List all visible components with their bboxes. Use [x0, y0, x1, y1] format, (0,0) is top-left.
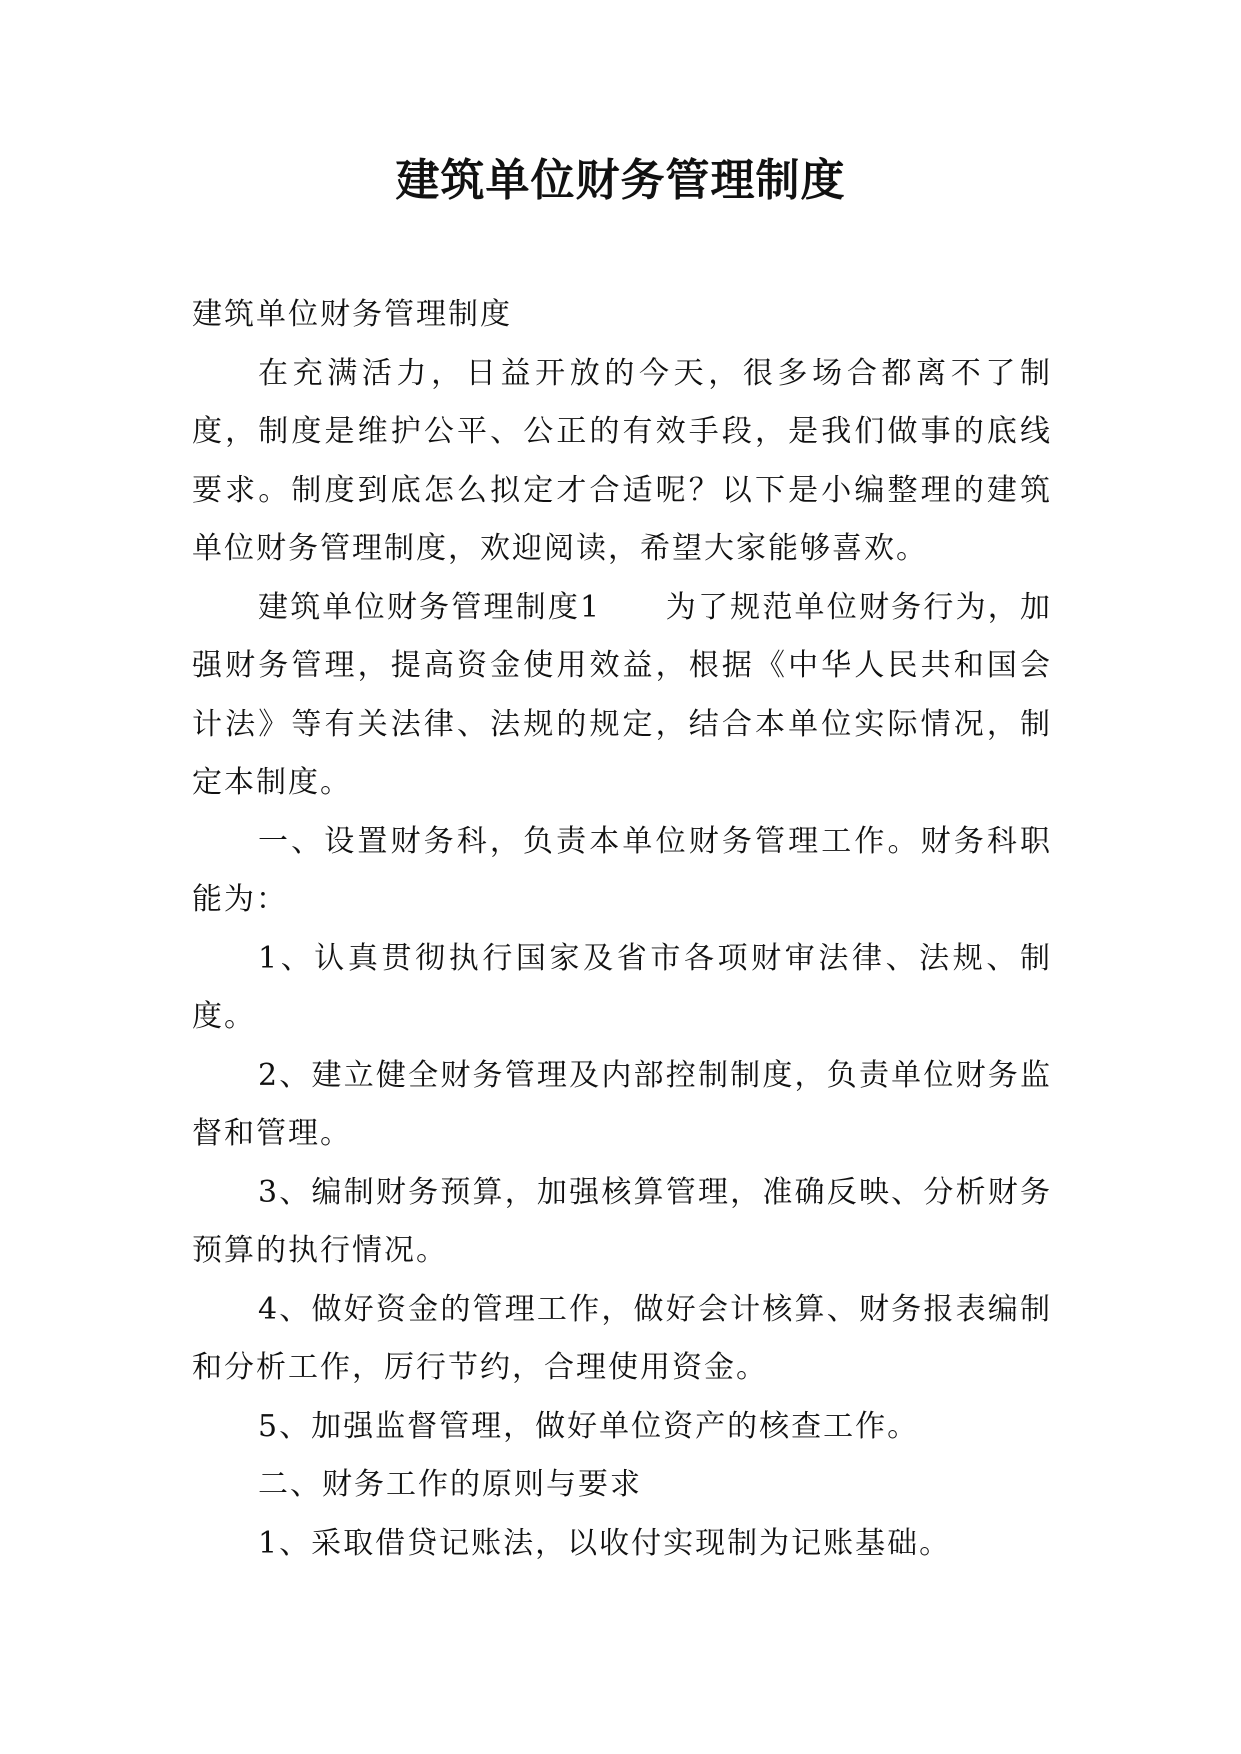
- paragraph-section-1-intro: 建筑单位财务管理制度1 为了规范单位财务行为，加强财务管理，提高资金使用效益，根据《中华人民共和国会计法》等有关法律、法规的规定，结合本单位实际情况，制定本制度。: [192, 589, 1052, 800]
- document-subtitle: 建筑单位财务管理制度: [192, 297, 512, 332]
- paragraph-principle-1: 1、采取借贷记账法，以收付实现制为记账基础。: [258, 1525, 952, 1561]
- paragraph-item-5: 5、加强监督管理，做好单位资产的核查工作。: [258, 1408, 920, 1444]
- paragraph-heading-2: 二、财务工作的原则与要求: [258, 1467, 642, 1502]
- document-title: 建筑单位财务管理制度: [395, 155, 846, 206]
- paragraph-item-4: 4、做好资金的管理工作，做好会计核算、财务报表编制和分析工作，厉行节约，合理使用资金。: [192, 1291, 1052, 1385]
- paragraph-intro: 在充满活力，日益开放的今天，很多场合都离不了制度，制度是维护公平、公正的有效手段，是我们做事的底线要求。制度到底怎么拟定才合适呢？以下是小编整理的建筑单位财务管理制度，欢迎阅读，希望大家能够喜欢。: [192, 355, 1052, 566]
- paragraph-item-1: 1、认真贯彻执行国家及省市各项财审法律、法规、制度。: [192, 940, 1052, 1034]
- document-body: [192, 286, 1052, 1573]
- paragraph-heading-1: 一、设置财务科，负责本单位财务管理工作。财务科职能为：: [192, 823, 1052, 917]
- paragraph-item-3: 3、编制财务预算，加强核算管理，准确反映、分析财务预算的执行情况。: [192, 1174, 1052, 1268]
- paragraph-item-2: 2、建立健全财务管理及内部控制制度，负责单位财务监督和管理。: [192, 1057, 1052, 1151]
